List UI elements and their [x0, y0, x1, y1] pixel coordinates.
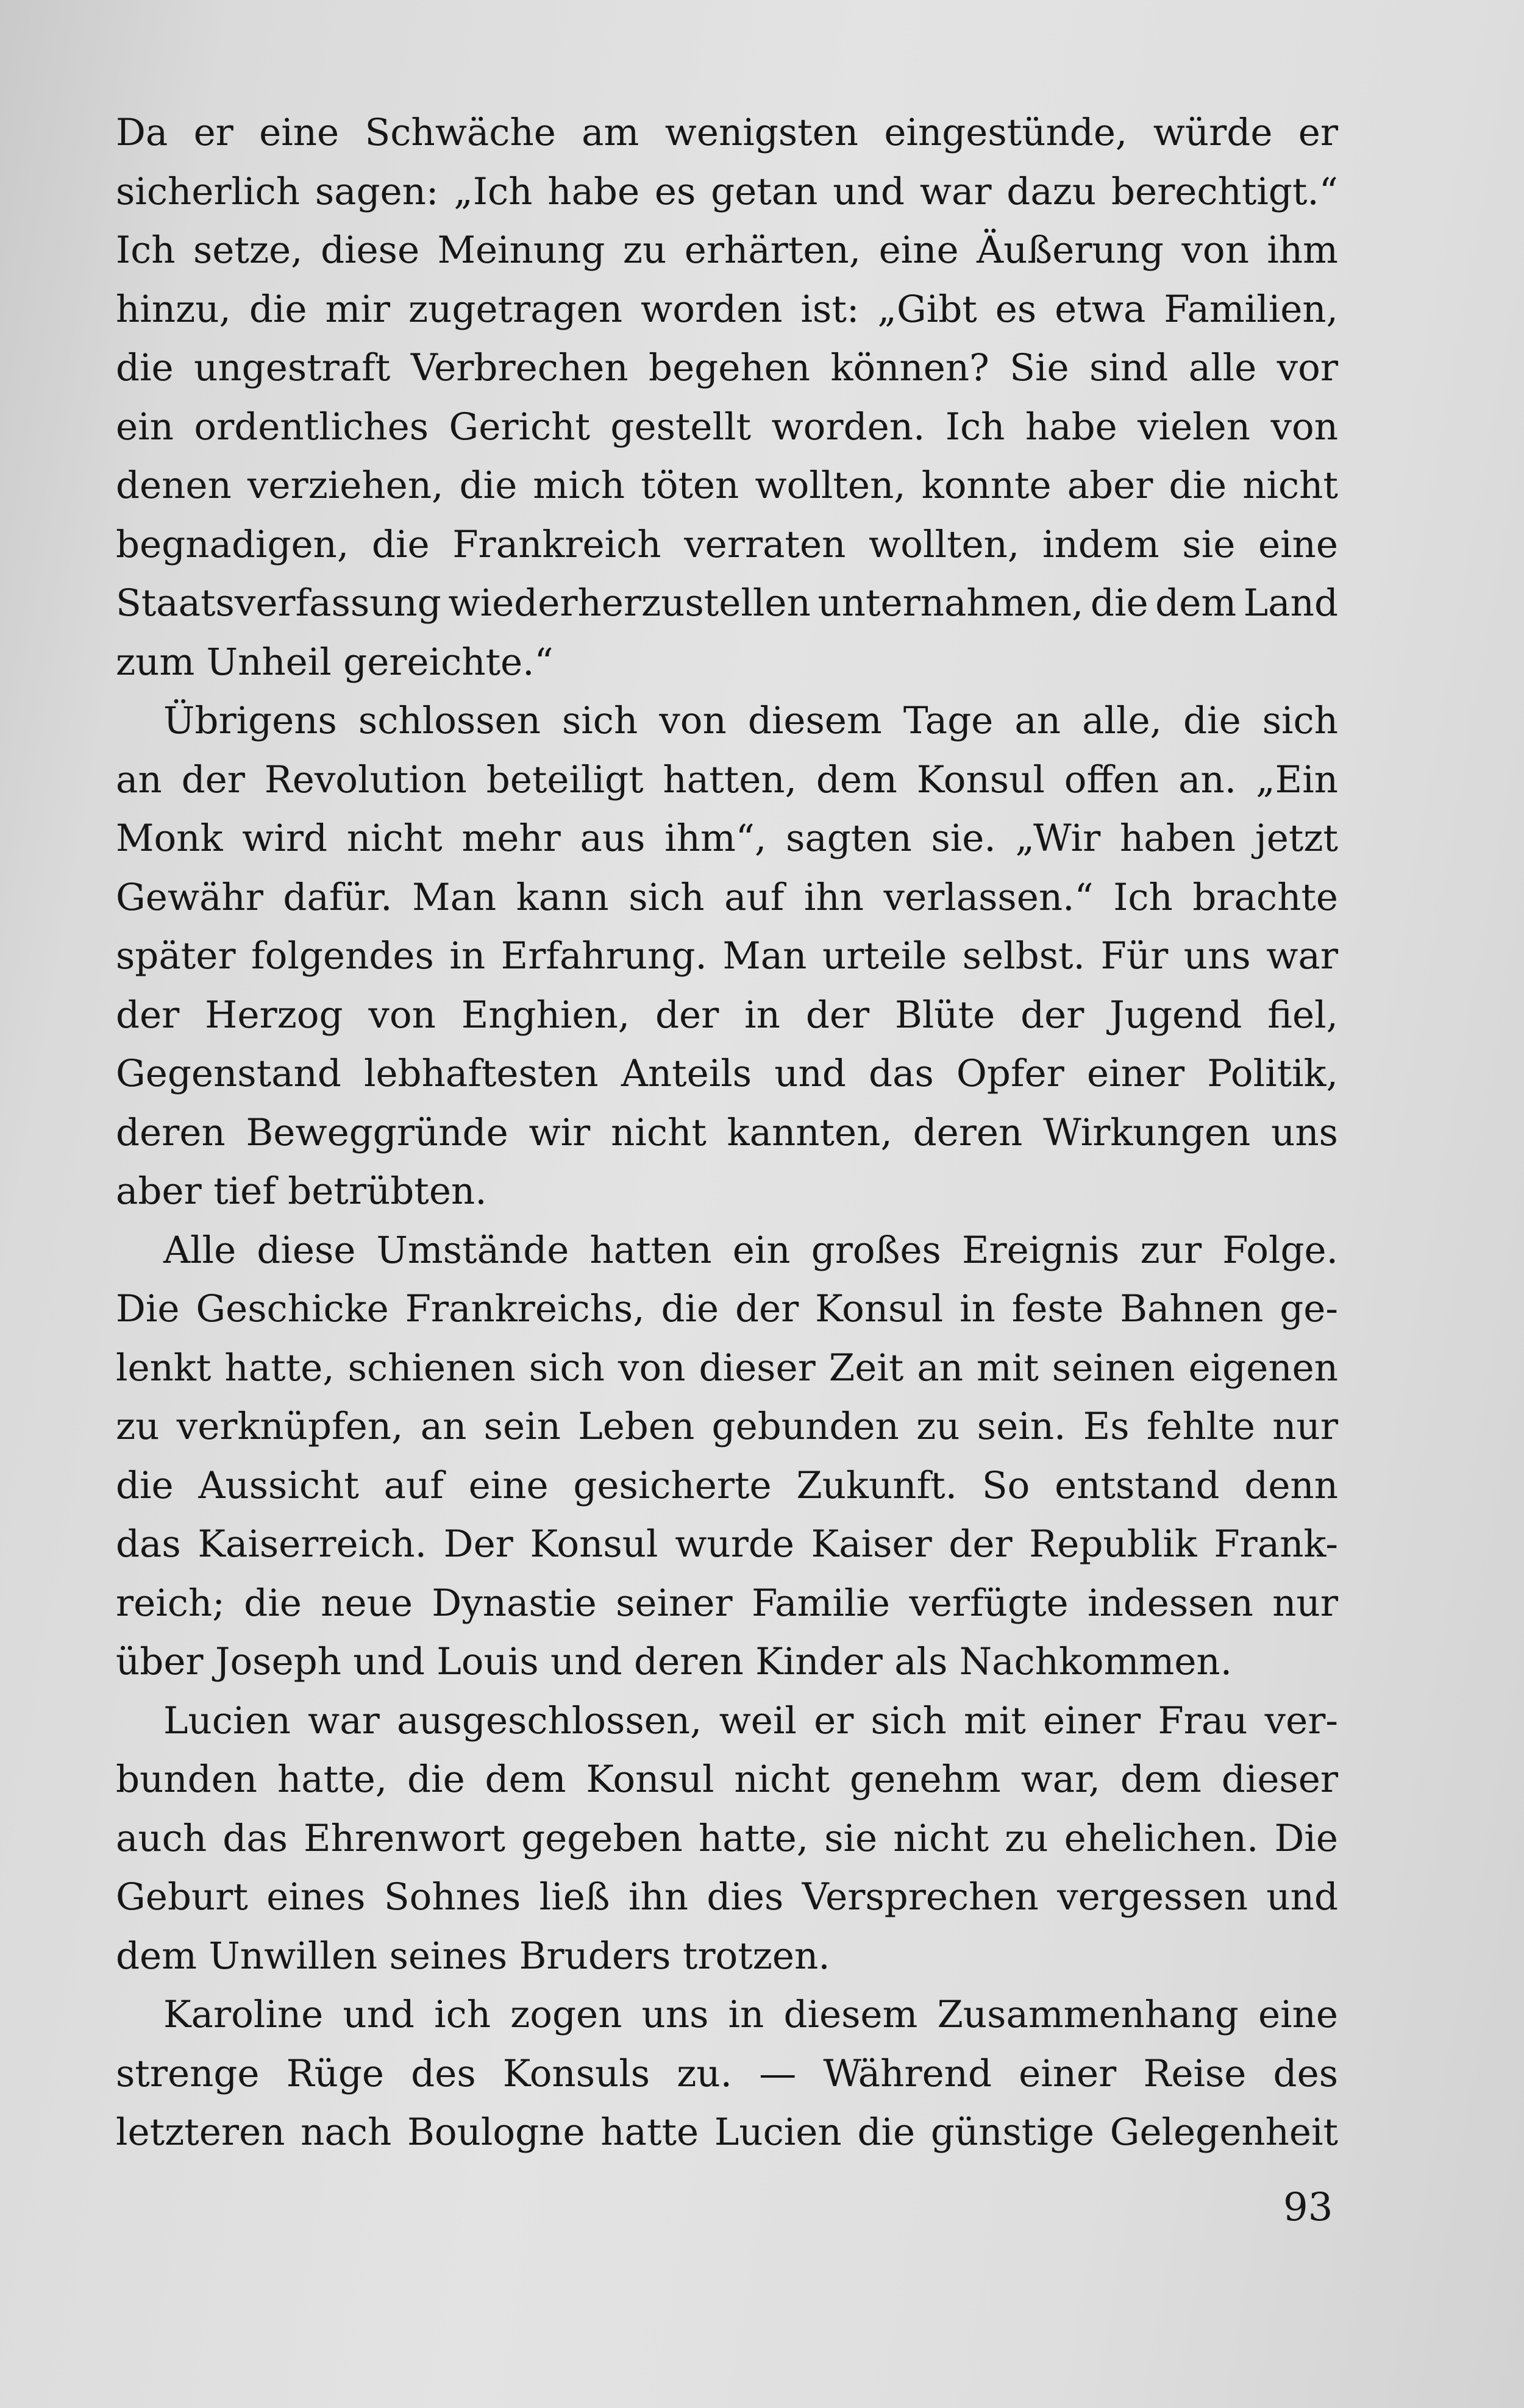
text-line: reich; die neue Dynastie seiner Familie verfügte indessen nur — [116, 1581, 1338, 1625]
text-line: deren Beweggründe wir nicht kannten, deren Wirkungen uns — [116, 1110, 1338, 1154]
text-line: letzteren nach Boulogne hatte Lucien die günstige Gelegenheit — [116, 2111, 1338, 2154]
text-line: Monk wird nicht mehr aus ihm“, sagten sie. „Wir haben jetzt — [116, 817, 1338, 860]
text-line: das Kaiserreich. Der Konsul wurde Kaiser der Republik Frank- — [116, 1522, 1338, 1566]
text-line: Staatsverfassung wiederherzustellen unternahmen, die dem Land — [116, 581, 1338, 625]
text-line: Karoline und ich zogen uns in diesem Zusammenhang eine — [163, 1993, 1338, 2036]
text-line: zum Unheil gereichte.“ — [116, 640, 554, 684]
text-line: Da er eine Schwäche am wenigsten eingestünde, würde er — [116, 111, 1338, 154]
text-line: denen verziehen, die mich töten wollten, konnte aber die nicht — [116, 464, 1338, 507]
text-line: zu verknüpfen, an sein Leben gebunden zu sein. Es fehlte nur — [116, 1405, 1338, 1448]
text-line: Gegenstand lebhaftesten Anteils und das Opfer einer Politik, — [116, 1052, 1338, 1095]
paragraph-2 — [116, 692, 1338, 1221]
text-line: Gewähr dafür. Man kann sich auf ihn verlassen.“ Ich brachte — [116, 875, 1338, 919]
text-line: die Aussicht auf eine gesicherte Zukunft. So entstand denn — [116, 1463, 1338, 1507]
text-line: an der Revolution beteiligt hatten, dem Konsul offen an. „Ein — [116, 758, 1338, 801]
text-line: dem Unwillen seines Bruders trotzen. — [116, 1934, 830, 1978]
text-line: Übrigens schlossen sich von diesem Tage an alle, die sich — [163, 699, 1338, 742]
text-line: Lucien war ausgeschlossen, weil er sich mit einer Frau ver- — [163, 1699, 1338, 1742]
text-line: Alle diese Umstände hatten ein großes Ereignis zur Folge. — [163, 1228, 1338, 1272]
text-line: später folgendes in Erfahrung. Man urteile selbst. Für uns war — [116, 934, 1338, 978]
paragraph-3 — [116, 1221, 1338, 1692]
text-line: aber tief betrübten. — [116, 1170, 487, 1213]
paragraph-4 — [116, 1692, 1338, 1986]
paragraph-1 — [116, 104, 1338, 692]
text-line: hinzu, die mir zugetragen worden ist: „Gibt es etwa Familien, — [116, 287, 1338, 331]
text-line: sicherlich sagen: „Ich habe es getan und war dazu berechtigt.“ — [116, 169, 1338, 213]
text-line: über Joseph und Louis und deren Kinder als Nachkommen. — [116, 1640, 1233, 1683]
page-number: 93 — [1283, 2185, 1333, 2230]
text-line: auch das Ehrenwort gegeben hatte, sie nicht zu ehelichen. Die — [116, 1816, 1338, 1860]
text-line: Ich setze, diese Meinung zu erhärten, eine Äußerung von ihm — [116, 229, 1338, 272]
text-line: Die Geschicke Frankreichs, die der Konsul in feste Bahnen ge- — [116, 1287, 1338, 1330]
body-text — [116, 104, 1338, 2162]
text-line: ein ordentliches Gericht gestellt worden. Ich habe vielen von — [116, 405, 1338, 449]
text-line: die ungestraft Verbrechen begehen können? Sie sind alle vor — [116, 346, 1338, 389]
text-line: strenge Rüge des Konsuls zu. — Während einer Reise des — [116, 2051, 1338, 2095]
text-line: der Herzog von Enghien, der in der Blüte der Jugend fiel, — [116, 993, 1338, 1037]
text-line: lenkt hatte, schienen sich von dieser Zeit an mit seinen eigenen — [116, 1346, 1338, 1390]
text-line: Geburt eines Sohnes ließ ihn dies Versprechen vergessen und — [116, 1875, 1338, 1919]
text-line: bunden hatte, die dem Konsul nicht genehm war, dem dieser — [116, 1758, 1338, 1801]
paragraph-5 — [116, 1986, 1338, 2162]
text-line: begnadigen, die Frankreich verraten wollten, indem sie eine — [116, 522, 1338, 566]
